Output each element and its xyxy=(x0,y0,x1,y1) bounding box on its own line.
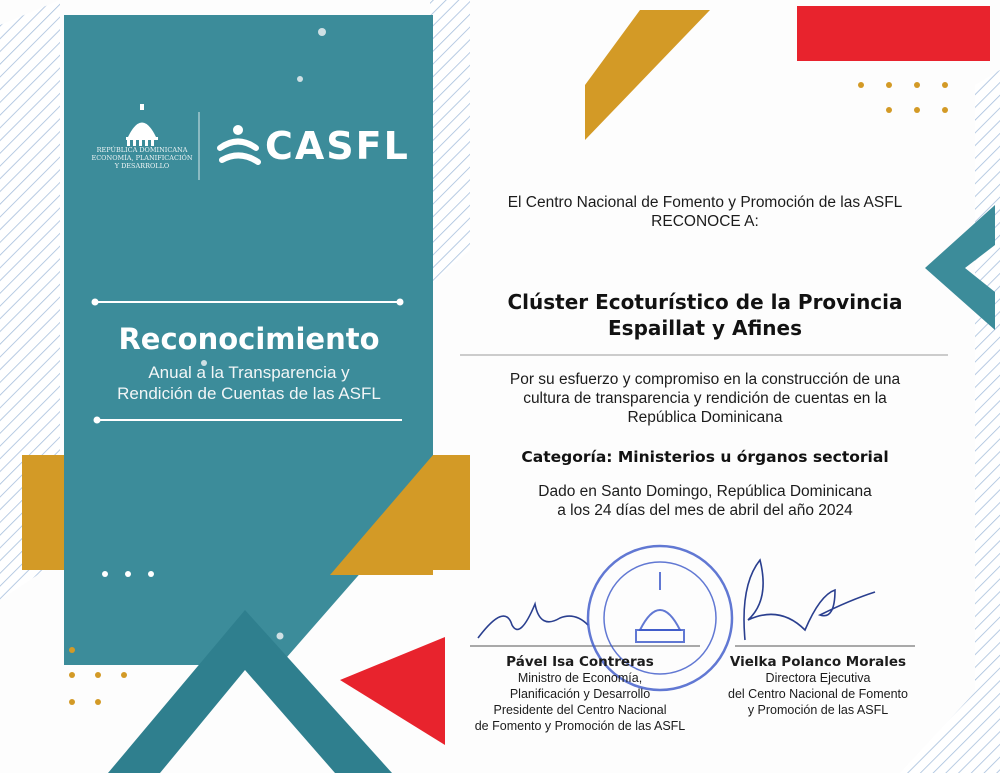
signatory-name: Vielka Polanco Morales xyxy=(729,654,907,670)
award-subtitle-line: Anual a la Transparencia y xyxy=(148,363,350,382)
reason-line: cultura de transparencia y rendición de cuentas en la xyxy=(523,390,887,407)
signatory-left xyxy=(450,654,710,734)
signatory-title-line: Presidente del Centro Nacional xyxy=(493,703,667,717)
category-text: Categoría: Ministerios u órganos sectorial xyxy=(521,448,889,466)
signatory-title-line: y Promoción de las ASFL xyxy=(747,703,889,717)
date-place-line: a los 24 días del mes de abril del año 2024 xyxy=(557,502,853,519)
government-logo-text: REPÚBLICA DOMINICANA ECONOMÍA, PLANIFICACIÓN Y DESARROLLO xyxy=(91,146,193,170)
award-title: Reconocimiento xyxy=(118,322,380,356)
signature-left xyxy=(478,604,588,638)
reason-line: Por su esfuerzo y compromiso en la construcción de una xyxy=(509,371,901,388)
red-bar-top xyxy=(797,6,990,61)
intro-text xyxy=(455,193,955,231)
reason-text xyxy=(455,370,955,427)
signatory-right xyxy=(718,654,918,718)
signatory-name: Pável Isa Contreras xyxy=(506,654,654,670)
date-place-line: Dado en Santo Domingo, República Dominicana xyxy=(538,483,872,500)
gold-arrow-top xyxy=(585,10,710,140)
intro-line: RECONOCE A: xyxy=(651,213,759,230)
red-triangle-bottom xyxy=(340,637,445,745)
signatory-title-line: de Fomento y Promoción de las ASFL xyxy=(474,719,686,733)
recipient-line: Espaillat y Afines xyxy=(608,316,802,340)
signature-right xyxy=(744,560,875,640)
intro-line: El Centro Nacional de Fomento y Promoción de las ASFL xyxy=(507,194,903,211)
award-subtitle xyxy=(64,362,434,404)
signatory-title-line: del Centro Nacional de Fomento xyxy=(728,687,908,701)
date-place-text xyxy=(455,482,955,520)
recipient-line: Clúster Ecoturístico de la Provincia xyxy=(507,290,903,314)
reason-line: República Dominicana xyxy=(627,409,783,426)
signatory-title-line: Ministro de Economía, xyxy=(517,671,643,685)
hatch-top-band xyxy=(430,0,470,285)
signatory-title-line: Directora Ejecutiva xyxy=(765,671,871,685)
hatch-right-band xyxy=(975,70,1000,773)
casfl-logo-text: CASFL xyxy=(265,124,410,168)
recipient-name xyxy=(455,289,955,341)
award-subtitle-line: Rendición de Cuentas de las ASFL xyxy=(117,384,381,403)
signatory-title-line: Planificación y Desarrollo xyxy=(509,687,651,701)
